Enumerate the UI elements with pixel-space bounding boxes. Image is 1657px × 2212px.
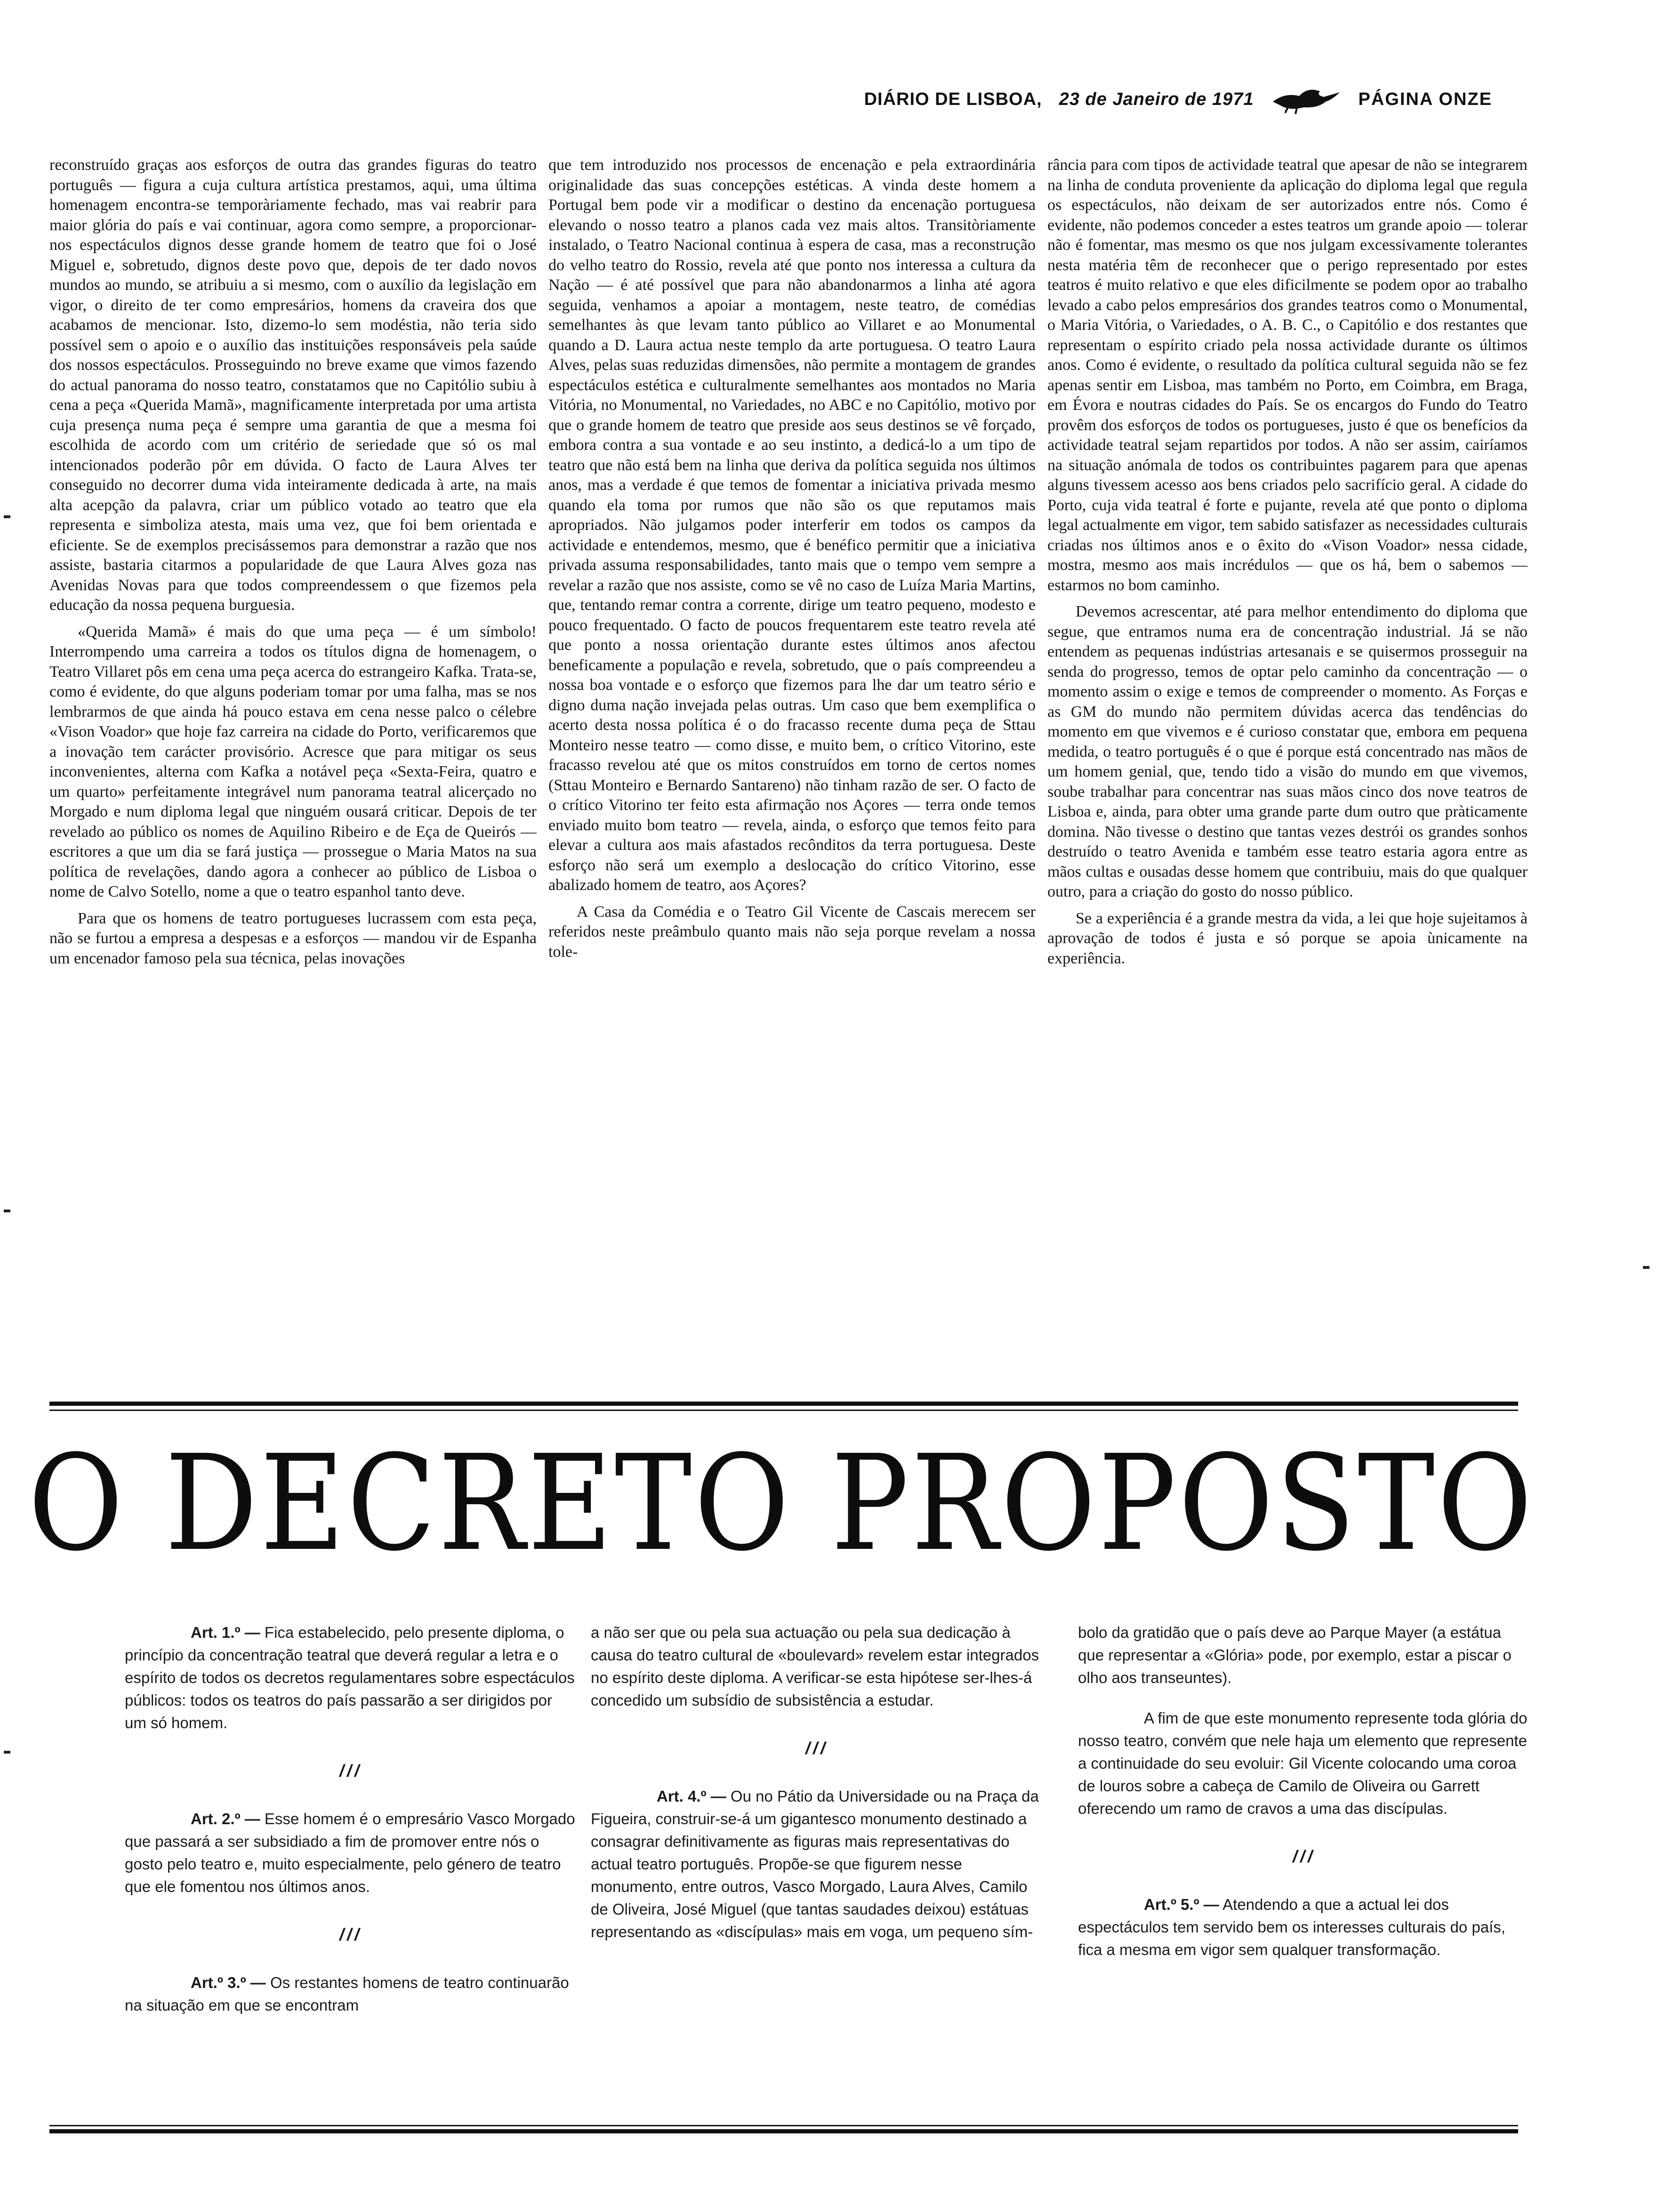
decree-column-3 — [1078, 1621, 1530, 1961]
article-label: Art. 4.º — — [657, 1787, 726, 1805]
decree-article-1 — [125, 1621, 577, 1734]
decree-article-4 — [591, 1785, 1043, 1943]
article-label: Art. 2.º — — [191, 1810, 260, 1827]
article-text: Esse homem é o empresário Vasco Morgado que passará a ser subsidiado a fim de promover entre nós o gosto pelo teatro e, muito especialmente, pelo género de teatro que ele fomentou nos últimos anos. — [125, 1810, 575, 1895]
article-column-1 — [49, 155, 537, 971]
decree-article-2 — [125, 1808, 577, 1898]
section-rule-top — [49, 1402, 1518, 1406]
decree-article-3 — [125, 1972, 577, 2017]
article-text: Fica estabelecido, pelo presente diploma, o princípio da concentração teatral que deverá regular a letra e o espírito de todos os decretos regulamentares sobre espectáculos públicos: todos os teatros do país passarão a ser dirigidos por um só homem. — [125, 1624, 575, 1731]
article-text: Os restantes homens de teatro continuarão na situação em que se encontram — [125, 1974, 569, 2014]
margin-mark — [4, 1751, 10, 1754]
article-paragraph: rância para com tipos de actividade teatral que apesar de não se integrarem na linha de conduta proveniente da aplicação do diploma legal que regula os espectáculos, não deixam de ser autorizados entre nós. Como é evidente, não podemos conceder a estes teatros um grande apoio — tolerar não é fomentar, mas mesmo os que nos julgam excessivamente tolerantes nesta matéria têm de reconhecer que o perigo representado por estes teatros é muito relativo e que eles dificilmente se podem opor ao trabalho levado a cabo pelos empresários dos grandes teatros como o Monumental, o Maria Vitória, o Variedades, o A. B. C., o Capitólio e dos restantes que representam o espírito criado pela nossa actividade durante os últimos anos. Como é evidente, o resultado da política cultural seguida não se fez apenas sentir em Lisboa, mas também no Porto, em Coimbra, em Braga, em Évora e noutras cidades do País. Se os encargos do Fundo do Teatro provêm dos esforços de todos os portugueses, justo é que os benefícios da actividade teatral sejam repartidos por todos. A não ser assim, cairíamos na situação anómala de todos os contribuintes pagarem para que apenas alguns tivessem acesso aos bens criados pelo sacrifício geral. A cidade do Porto, cuja vida teatral é forte e pujante, revela até que ponto o diploma legal actualmente em vigor, tem sabido satisfazer as necessidades culturais criadas nos últimos anos e o êxito do «Vison Voador» nessa cidade, mostra, mesmo aos mais incrédulos — que os há, bem o sabemos — estarmos no bom caminho. — [1047, 156, 1528, 594]
section-rule-bottom — [49, 2129, 1518, 2133]
section-rule-bottom-thin — [49, 2125, 1518, 2126]
article-paragraph: reconstruído graças aos esforços de outra das grandes figuras do teatro português — figura a cuja cultura artística prestamos, aqui, uma última homenagem encontra-se temporàriamente fechado, mas vai reabrir para maior glória do país e vai continuar, agora como sempre, a proporcionar-nos espectáculos dignos desse grande homem de teatro que foi o José Miguel e, sobretudo, dignos deste povo que, depois de ter dado novos mundos ao mundo, se atribuiu a si mesmo, com o auxílio da legislação em vigor, o direito de ter como empresários, homens da craveira dos que acabamos de mencionar. Isto, dizemo-lo sem modéstia, não teria sido possível sem o apoio e o auxílio das instituições responsáveis pela saúde dos nossos espectáculos. Prosseguindo no breve exame que vimos fazendo do actual panorama do nosso teatro, constatamos que no Capitólio subiu à cena a peça «Querida Mamã», magnificamente interpretada por uma artista cuja presença numa peça é sempre uma garantia de que a mesma foi escolhida de acordo com um critério de seriedade que só os mal intencionados poderão pôr em dúvida. O facto de Laura Alves ter conseguido no decorrer duma vida inteiramente dedicada à arte, na mais alta acepção da palavra, criar um público votado ao teatro que ela representa e simboliza atesta, mais uma vez, que foi bem orientada e eficiente. Se de exemplos precisássemos para demonstrar a razão que nos assiste, bastaria citarmos a popularidade de que Laura Alves goza nas Avenidas Novas para que todos compreendessem o que fizemos pela educação da nossa pequena burguesia. — [49, 156, 537, 614]
article-label: Art.º 5.º — — [1144, 1896, 1219, 1913]
decree-article-5 — [1078, 1893, 1530, 1961]
decree-column-2 — [591, 1621, 1043, 1943]
page-header — [864, 83, 1492, 116]
issue-date: 23 de Janeiro de 1971 — [1059, 89, 1254, 109]
separator: /// — [1292, 1847, 1315, 1866]
separator: /// — [339, 1761, 362, 1780]
article-label: Art. 1.º — — [191, 1624, 260, 1641]
article-paragraph: que tem introduzido nos processos de encenação e pela extraordinária originalidade das suas concepções estéticas. A vinda deste homem a Portugal bem pode vir a modificar o destino da encenação portuguesa elevando o nosso teatro a planos cada vez mais altos. Transitòriamente instalado, o Teatro Nacional continua à espera de casa, mas a reconstrução do velho teatro do Rossio, revela até que ponto nos interessa a cultura da Nação — é até possível que para não abandonarmos a linha até agora seguida, venhamos a apoiar a montagem, neste teatro, de comédias semelhantes às que levam tanto público ao Villaret e ao Monumental quando a D. Laura actua neste templo da arte portuguesa. O teatro Laura Alves, pelas suas reduzidas dimensões, não permite a montagem de grandes espectáculos estética e culturalmente semelhantes aos montados no Maria Vitória, no Monumental, no Variedades, no ABC e no Capitólio, motivo por que o grande homem de teatro que preside aos seus destinos se vê forçado, embora contra a sua vontade e ao seu instinto, a dedicá-lo a um tipo de teatro que não está bem na linha que deriva da política seguida nos últimos anos, mas a verdade é que temos de fomentar a iniciativa privada mesmo quando ela toma por rumos que não são os que reputamos mais apropriados. Não julgamos poder interferir em todos os campos da actividade e entendemos, mesmo, que é benéfico permitir que a iniciativa privada assuma responsabilidades, tanto mais que o tempo vem sempre a revelar a razão que nos assiste, como se vê no caso de Luíza Maria Martins, que, tentando remar contra a corrente, dirige um teatro pequeno, modesto e pouco frequentado. O facto de poucos frequentarem este teatro revela até que ponto a nossa orientação durante estes últimos anos afectou beneficamente a população e revela, sobretudo, que o país compreendeu a nossa boa vontade e o esforço que fizemos para lhe dar um teatro sério e digno duma nação invejada pelas outras. Um caso que bem exemplifica o acerto desta nossa política é o do fracasso recente duma peça de Sttau Monteiro nesse teatro — como disse, e muito bem, o crítico Vitorino, este fracasso revelou até que os mitos construídos em torno de certos nomes (Sttau Monteiro e Bernardo Santareno) não tinham razão de ser. O facto de o crítico Vitorino ter feito esta afirmação nos Açores — terra onde temos enviado muito bom teatro — revela, ainda, o esforço que temos feito para elevar a cultura aos mais afastados recônditos da terra portuguesa. Deste esforço não será um exemplo a deslocação do crítico Vitorino, esse abalizado homem de teatro, aos Açores? — [548, 156, 1036, 894]
margin-mark — [4, 515, 10, 518]
separator: /// — [339, 1925, 362, 1944]
article-label: Art.º 3.º — — [191, 1974, 266, 1991]
article-column-3 — [1047, 155, 1528, 971]
article-paragraph: «Querida Mamã» é mais do que uma peça — é um símbolo! Interrompendo uma carreira a todos os títulos digna de homenagem, o Teatro Villaret pôs em cena uma peça acerca do estrangeiro Kafka. Trata-se, como é evidente, do que alguns poderiam tomar por uma falha, mas se nos lembrarmos de que ainda há pouco estava em cena nesse palco o célebre «Vison Voador» que hoje faz carreira na cidade do Porto, verificaremos que a inovação tem carácter provisório. Acresce que para mitigar os seus inconvenientes, alterna com Kafka a notável peça «Sexta-Feira, quatro e um quarto» perfeitamente integrável num panorama teatral alicerçado no Morgado e num diploma legal que ninguém ousará criticar. Depois de ter revelado ao público os nomes de Aquilino Ribeiro e de Eça de Queirós — escritores a que um dia se fará justiça — prossegue o Maria Matos na sua política de revelações, dando agora a conhecer ao público de Lisboa o nome de Calvo Sotello, nome a que o teatro espanhol tanto deve. — [49, 623, 537, 900]
article-paragraph: Para que os homens de teatro portugueses lucrassem com esta peça, não se furtou a empresa a despesas e a esforços — mandou vir de Espanha um encenador famoso pela sua técnica, pelas inovações — [49, 909, 537, 967]
page-number: PÁGINA ONZE — [1358, 89, 1492, 109]
decree-continuation: bolo da gratidão que o país deve ao Parque Mayer (a estátua que representar a «Glória» pode, por exemplo, estar a piscar o olho aos transeuntes). — [1078, 1624, 1512, 1686]
separator: /// — [805, 1739, 828, 1758]
article-text: Atendendo a que a actual lei dos espectáculos tem servido bem os interesses culturais do país, fica a mesma em vigor sem qualquer transformação. — [1078, 1896, 1505, 1958]
paper-name: DIÁRIO DE LISBOA, — [864, 89, 1042, 109]
article-text: Ou no Pátio da Universidade ou na Praça da Figueira, construir-se-á um gigantesco monumento destinado a consagrar definitivamente as figuras mais representativas do actual teatro português. Propõe-se que figurem nesse monumento, entre outros, Vasco Morgado, Laura Alves, Camilo de Oliveira, José Miguel (que tantas saudades deixou) estátuas representando as «discípulas» mais em voga, um pequeno sím- — [591, 1787, 1039, 1940]
article-column-2 — [548, 155, 1036, 965]
decree-continuation: a não ser que ou pela sua actuação ou pela sua dedicação à causa do teatro cultural de «boulevard» revelem estar integrados no espírito deste diploma. A verificar-se esta hipótese ser-lhes-á concedido um subsídio de subsistência a estudar. — [591, 1624, 1039, 1709]
article-paragraph: A Casa da Comédia e o Teatro Gil Vicente de Cascais merecem ser referidos neste preâmbulo quanto mais não seja porque revelam a nossa tole- — [548, 903, 1036, 961]
decree-column-1 — [125, 1621, 577, 2017]
section-rule-top-thin — [49, 1410, 1518, 1411]
article-paragraph: Se a experiência é a grande mestra da vida, a lei que hoje sujeitamos à aprovação de todos é justa e só porque se apoia ùnicamente na experiência. — [1047, 909, 1528, 967]
margin-mark — [4, 1210, 10, 1212]
bird-icon — [1271, 83, 1342, 116]
decree-paragraph: A fim de que este monumento represente toda glória do nosso teatro, convém que nele haja um elemento que represente a continuidade do seu evoluir: Gil Vicente colocando uma coroa de louros sobre a cabeça de Camilo de Oliveira ou Garrett oferecendo um ramo de cravos a uma das discípulas. — [1078, 1709, 1528, 1817]
headline: O DECRETO PROPOSTO — [28, 1427, 1535, 1580]
margin-mark — [1643, 1266, 1649, 1269]
article-paragraph: Devemos acrescentar, até para melhor entendimento do diploma que segue, que entramos numa era de concentração industrial. Já se não entendem as pequenas indústrias artesanais e se quisermos prosseguir na senda do progresso, temos de optar pelo caminho da concentração — o momento assim o exige e temos de compreender o momento. As Forças e as GM do mundo não permitem dúvidas acerca das tendências do momento em que vivemos e é curioso constatar que, embora em pequena medida, o teatro português é o que é porque está concentrado nas mãos de um homem genial, que, tendo tido a visão do mundo em que vivemos, soube trabalhar para concentrar nas suas mãos cinco dos nove teatros de Lisboa e, ainda, para obter uma grande parte dum outro que pràticamente domina. Não tivesse o destino que tantas vezes destrói os grandes sonhos destruído o teatro Avenida e também esse teatro estaria agora entre as mãos cultas e ousadas desse homem que contribuiu, mais do que qualquer outro, para a criação do gosto do nosso público. — [1047, 603, 1528, 900]
